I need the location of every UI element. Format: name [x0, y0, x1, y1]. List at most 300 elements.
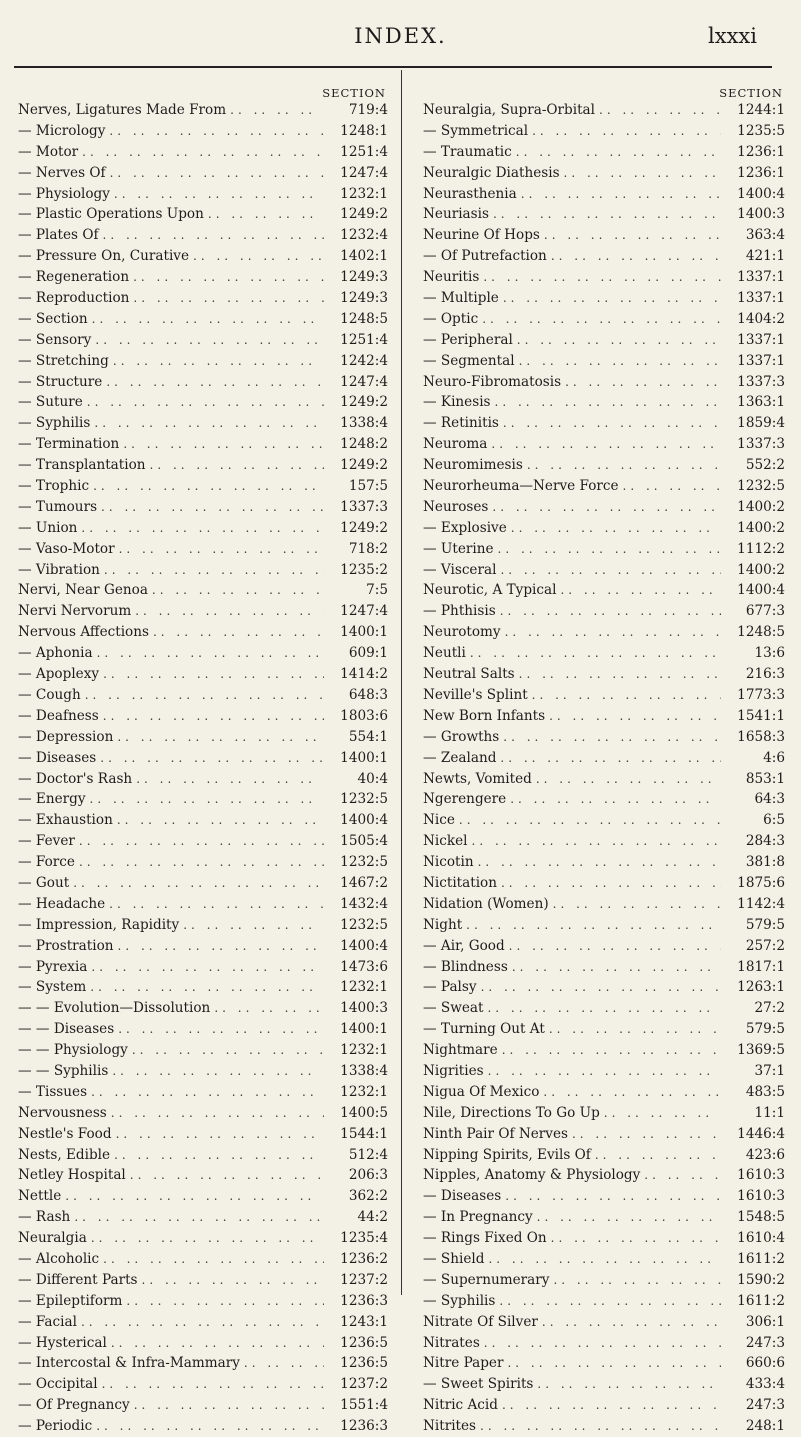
entry-term: Nestle's Food	[18, 1125, 112, 1142]
leader-dots	[508, 957, 721, 978]
leader-dots	[114, 1019, 324, 1040]
leader-dots	[545, 1019, 721, 1040]
entry-section-ref: 1244:1	[737, 102, 785, 118]
left-entry-list	[18, 100, 388, 1437]
entry-term: — Sweat	[423, 1000, 484, 1017]
leader-dots	[77, 518, 324, 539]
leader-dots	[496, 560, 721, 581]
entry-term: — Epileptiform	[18, 1292, 123, 1309]
entry-term: Netley Hospital	[18, 1167, 126, 1184]
leader-dots	[89, 476, 324, 497]
index-entry	[18, 977, 388, 998]
entry-section-ref: 1400:1	[340, 624, 388, 641]
entry-section-ref: 1369:5	[737, 1042, 785, 1059]
entry-term: Ngerengere	[423, 791, 507, 808]
leader-dots	[108, 1061, 324, 1082]
entry-term: — Pressure On, Curative	[18, 248, 190, 265]
leader-dots	[119, 434, 324, 455]
entry-term: Nervousness	[18, 1104, 107, 1121]
leader-dots	[491, 392, 721, 413]
leader-dots	[105, 121, 324, 142]
index-entry	[423, 1019, 785, 1040]
index-entry	[423, 539, 785, 560]
entry-section-ref: 483:5	[745, 1083, 785, 1100]
leader-dots	[515, 664, 721, 685]
entry-term: — Supernumerary	[423, 1271, 550, 1288]
index-entry	[18, 1312, 388, 1333]
entry-section-ref: 257:2	[745, 937, 785, 954]
leader-dots	[226, 100, 324, 121]
index-entry	[18, 1374, 388, 1395]
entry-section-ref: 64:3	[754, 791, 785, 808]
index-entry	[18, 852, 388, 873]
entry-section-ref: 1590:2	[737, 1271, 785, 1288]
leader-dots	[513, 330, 721, 351]
index-entry	[18, 225, 388, 246]
entry-term: — Intercostal & Infra-Mammary	[18, 1355, 240, 1372]
index-entry	[18, 1019, 388, 1040]
index-entry	[18, 518, 388, 539]
entry-section-ref: 1337:1	[737, 290, 785, 307]
index-entry	[423, 1291, 785, 1312]
leader-dots	[102, 372, 324, 393]
index-entry	[18, 748, 388, 769]
leader-dots	[75, 852, 324, 873]
entry-term: — Physiology	[18, 185, 110, 202]
entry-section-ref: 1773:3	[737, 686, 785, 703]
leader-dots	[204, 204, 324, 225]
entry-term: Nickel	[423, 833, 468, 850]
entry-section-ref: 1236:5	[340, 1355, 388, 1372]
entry-section-ref: 11:1	[754, 1104, 785, 1121]
entry-term: — Retinitis	[423, 415, 499, 432]
leader-dots	[479, 267, 721, 288]
entry-term: Nervi Nervorum	[18, 603, 132, 620]
section-label: SECTION	[322, 86, 386, 100]
index-entry	[18, 894, 388, 915]
entry-term: — Energy	[18, 791, 86, 808]
index-entry	[423, 1312, 785, 1333]
leader-dots	[91, 330, 324, 351]
leader-dots	[477, 977, 721, 998]
leader-dots	[88, 309, 324, 330]
entry-term: New Born Infants	[423, 707, 546, 724]
entry-section-ref: 1338:4	[340, 415, 388, 432]
entry-section-ref: 40:4	[357, 770, 388, 787]
index-entry	[423, 810, 785, 831]
index-entry	[18, 1124, 388, 1145]
entry-term: — Vibration	[18, 561, 100, 578]
entry-section-ref: 1337:1	[737, 352, 785, 369]
entry-term: Nigua Of Mexico	[423, 1083, 540, 1100]
index-entry	[423, 100, 785, 121]
entry-section-ref: 648:3	[348, 686, 388, 703]
index-entry	[18, 1040, 388, 1061]
leader-dots	[78, 142, 324, 163]
index-entry	[423, 518, 785, 539]
leader-dots	[70, 1207, 324, 1228]
index-entry	[18, 1291, 388, 1312]
entry-term: — Sensory	[18, 331, 92, 348]
index-entry	[423, 455, 785, 476]
entry-term: — Multiple	[423, 290, 499, 307]
index-entry	[18, 601, 388, 622]
index-entry	[18, 1228, 388, 1249]
index-entry	[18, 455, 388, 476]
entry-section-ref: 421:1	[745, 248, 785, 265]
entry-section-ref: 1337:3	[340, 498, 388, 515]
entry-section-ref: 1249:2	[340, 394, 388, 411]
entry-term: — — Physiology	[18, 1042, 128, 1059]
entry-term: — Rings Fixed On	[423, 1230, 547, 1247]
entry-section-ref: 433:4	[745, 1376, 785, 1393]
leader-dots	[86, 789, 324, 810]
index-entry	[423, 1165, 785, 1186]
entry-section-ref: 381:8	[745, 854, 785, 871]
entry-section-ref: 1112:2	[737, 540, 785, 557]
index-entry	[423, 1040, 785, 1061]
index-entry	[423, 1207, 785, 1228]
entry-section-ref: 1232:5	[340, 791, 388, 808]
leader-dots	[507, 518, 721, 539]
entry-section-ref: 1236:3	[340, 1418, 388, 1435]
entry-section-ref: 1337:3	[737, 436, 785, 453]
entry-section-ref: 1236:3	[340, 1292, 388, 1309]
entry-term: — Of Pregnancy	[18, 1397, 130, 1414]
leader-dots	[549, 894, 721, 915]
entry-section-ref: 248:1	[745, 1418, 785, 1435]
entry-term: — Explosive	[423, 519, 507, 536]
index-entry	[423, 831, 785, 852]
entry-section-ref: 609:1	[348, 645, 388, 662]
entry-section-ref: 1337:1	[737, 269, 785, 286]
entry-section-ref: 1400:4	[737, 185, 785, 202]
index-entry	[423, 622, 785, 643]
leader-dots	[538, 1312, 721, 1333]
entry-section-ref: 1400:2	[737, 561, 785, 578]
entry-section-ref: 677:3	[745, 603, 785, 620]
index-entry	[423, 1416, 785, 1437]
index-entry	[18, 539, 388, 560]
entry-term: Nigrities	[423, 1062, 484, 1079]
entry-section-ref: 216:3	[745, 666, 785, 683]
entry-term: — Growths	[423, 728, 500, 745]
entry-term: — Optic	[423, 310, 479, 327]
entry-term: — System	[18, 979, 87, 996]
entry-section-ref: 363:4	[745, 227, 785, 244]
index-entry	[423, 1333, 785, 1354]
entry-section-ref: 6:5	[763, 812, 785, 829]
leader-dots	[113, 727, 324, 748]
entry-term: Nitrates	[423, 1334, 480, 1351]
entry-section-ref: 157:5	[348, 478, 388, 495]
leader-dots	[480, 1333, 721, 1354]
entry-term: — Occipital	[18, 1376, 98, 1393]
leader-dots	[478, 309, 721, 330]
leader-dots	[488, 497, 721, 518]
index-entry	[18, 1353, 388, 1374]
entry-section-ref: 1337:3	[737, 373, 785, 390]
entry-term: — Zealand	[423, 749, 497, 766]
index-entry	[423, 852, 785, 873]
entry-section-ref: 1142:4	[737, 895, 785, 912]
entry-section-ref: 1232:4	[340, 227, 388, 244]
leader-dots	[131, 601, 324, 622]
index-entry	[423, 915, 785, 936]
index-entry	[18, 1165, 388, 1186]
entry-section-ref: 1875:6	[737, 874, 785, 891]
entry-term: — Alcoholic	[18, 1250, 100, 1267]
leader-dots	[600, 1103, 721, 1124]
leader-dots	[466, 643, 721, 664]
index-entry	[423, 601, 785, 622]
entry-term: Nests, Edible	[18, 1146, 111, 1163]
entry-term: — Termination	[18, 436, 120, 453]
index-entry	[18, 267, 388, 288]
entry-section-ref: 718:2	[348, 540, 388, 557]
entry-section-ref: 1249:2	[340, 206, 388, 223]
index-entry	[423, 1186, 785, 1207]
leader-dots	[487, 434, 721, 455]
leader-dots	[483, 998, 721, 1019]
entry-term: — Air, Good	[423, 937, 505, 954]
leader-dots	[113, 810, 324, 831]
index-entry	[18, 476, 388, 497]
entry-section-ref: 1232:5	[737, 478, 785, 495]
index-entry	[423, 789, 785, 810]
index-entry	[423, 873, 785, 894]
entry-section-ref: 1338:4	[340, 1062, 388, 1079]
index-entry	[423, 685, 785, 706]
entry-term: — Fever	[18, 833, 75, 850]
entry-section-ref: 1611:2	[737, 1250, 785, 1267]
entry-section-ref: 1610:3	[737, 1188, 785, 1205]
leader-dots	[532, 769, 721, 790]
entry-section-ref: 1236:1	[737, 143, 785, 160]
entry-term: Neurotomy	[423, 624, 501, 641]
entry-section-ref: 1248:1	[340, 122, 388, 139]
entry-section-ref: 362:2	[348, 1188, 388, 1205]
leader-dots	[99, 706, 324, 727]
entry-section-ref: 1473:6	[340, 958, 388, 975]
index-entry	[423, 936, 785, 957]
leader-dots	[96, 748, 324, 769]
leader-dots	[106, 163, 324, 184]
index-entry	[423, 894, 785, 915]
entry-section-ref: 1541:1	[737, 707, 785, 724]
entry-section-ref: 1235:2	[340, 561, 388, 578]
leader-dots	[93, 643, 324, 664]
index-entry	[18, 1186, 388, 1207]
leader-dots	[640, 1165, 721, 1186]
leader-dots	[97, 497, 324, 518]
entry-term: Nerves, Ligatures Made From	[18, 102, 227, 118]
entry-term: — Apoplexy	[18, 666, 100, 683]
entry-section-ref: 1548:5	[737, 1209, 785, 1226]
index-entry	[423, 1061, 785, 1082]
leader-dots	[515, 351, 721, 372]
leader-dots	[489, 204, 721, 225]
leader-dots	[495, 1291, 721, 1312]
leader-dots	[547, 1228, 721, 1249]
entry-section-ref: 1551:4	[340, 1397, 388, 1414]
index-entry	[423, 246, 785, 267]
entry-section-ref: 247:3	[745, 1334, 785, 1351]
entry-term: — Turning Out At	[423, 1021, 545, 1038]
entry-term: — Aphonia	[18, 645, 93, 662]
entry-term: — Plates Of	[18, 227, 99, 244]
entry-term: — Regeneration	[18, 269, 130, 286]
index-entry	[423, 1270, 785, 1291]
index-entry	[423, 351, 785, 372]
leader-dots	[109, 351, 324, 372]
entry-term: — Trophic	[18, 478, 90, 495]
entry-section-ref: 37:1	[754, 1062, 785, 1079]
entry-section-ref: 1446:4	[737, 1125, 785, 1142]
leader-dots	[112, 1124, 324, 1145]
left-index-column	[18, 86, 388, 1437]
entry-section-ref: 1400:4	[340, 812, 388, 829]
entry-term: Nitrate Of Silver	[423, 1313, 538, 1330]
entry-section-ref: 1232:1	[340, 185, 388, 202]
entry-term: Nitric Acid	[423, 1397, 498, 1414]
leader-dots	[130, 1395, 324, 1416]
index-entry	[18, 1082, 388, 1103]
leader-dots	[512, 142, 721, 163]
entry-section-ref: 1400:3	[340, 1000, 388, 1017]
leader-dots	[484, 1249, 721, 1270]
entry-term: — Diseases	[423, 1188, 502, 1205]
entry-term: — Traumatic	[423, 143, 512, 160]
entry-term: — Stretching	[18, 352, 109, 369]
leader-dots	[517, 184, 721, 205]
entry-term: — Transplantation	[18, 457, 146, 474]
index-entry	[18, 163, 388, 184]
index-entry	[423, 372, 785, 393]
entry-section-ref: 1236:2	[340, 1250, 388, 1267]
entry-term: Nipples, Anatomy & Physiology	[423, 1167, 641, 1184]
entry-section-ref: 1610:4	[737, 1230, 785, 1247]
entry-term: Neuralgia, Supra-Orbital	[423, 102, 596, 118]
leader-dots	[498, 1040, 721, 1061]
leader-dots	[90, 413, 324, 434]
entry-term: — Palsy	[423, 979, 477, 996]
entry-term: — Kinesis	[423, 394, 491, 411]
index-entry	[423, 184, 785, 205]
entry-term: Neurorheuma—Nerve Force	[423, 478, 619, 495]
entry-term: Neuromimesis	[423, 457, 523, 474]
entry-section-ref: 512:4	[348, 1146, 388, 1163]
section-label: SECTION	[719, 86, 783, 100]
index-entry	[423, 121, 785, 142]
index-entry	[18, 664, 388, 685]
leader-dots	[539, 1082, 721, 1103]
entry-section-ref: 853:1	[745, 770, 785, 787]
entry-section-ref: 1237:2	[340, 1271, 388, 1288]
index-entry	[423, 434, 785, 455]
entry-section-ref: 1249:2	[340, 519, 388, 536]
entry-term: — — Diseases	[18, 1021, 115, 1038]
leader-dots	[129, 288, 324, 309]
entry-section-ref: 7:5	[366, 582, 388, 599]
index-entry	[423, 1353, 785, 1374]
index-entry	[18, 643, 388, 664]
entry-term: — Visceral	[423, 561, 497, 578]
leader-dots	[476, 1416, 721, 1437]
entry-section-ref: 1400:1	[340, 1021, 388, 1038]
index-entry	[18, 1207, 388, 1228]
entry-term: Nitrites	[423, 1418, 477, 1435]
index-entry	[423, 998, 785, 1019]
header-rule	[14, 66, 772, 68]
page-header	[0, 18, 801, 58]
index-entry	[18, 1061, 388, 1082]
entry-section-ref: 1505:4	[340, 833, 388, 850]
index-entry	[423, 1249, 785, 1270]
leader-dots	[595, 100, 721, 121]
index-entry	[18, 392, 388, 413]
entry-section-ref: 1251:4	[340, 143, 388, 160]
entry-term: Neurine Of Hops	[423, 227, 540, 244]
leader-dots	[179, 915, 324, 936]
leader-dots	[99, 225, 325, 246]
entry-section-ref: 579:5	[745, 1021, 785, 1038]
entry-term: — Suture	[18, 394, 83, 411]
entry-term: — Exhaustion	[18, 812, 113, 829]
index-entry	[18, 309, 388, 330]
index-entry	[423, 706, 785, 727]
index-entry	[18, 1270, 388, 1291]
entry-term: Neuritis	[423, 269, 480, 286]
index-entry	[423, 330, 785, 351]
index-entry	[18, 246, 388, 267]
entry-term: — Motor	[18, 143, 79, 160]
index-entry	[18, 936, 388, 957]
entry-term: Neurotic, A Typical	[423, 582, 557, 599]
entry-section-ref: 1232:1	[340, 1083, 388, 1100]
leader-dots	[547, 246, 721, 267]
right-entry-list	[423, 100, 785, 1437]
index-entry	[18, 789, 388, 810]
entry-section-ref: 1232:5	[340, 854, 388, 871]
leader-dots	[494, 539, 721, 560]
entry-term: — Rash	[18, 1209, 71, 1226]
leader-dots	[501, 622, 721, 643]
index-entry	[18, 873, 388, 894]
entry-section-ref: 1249:3	[340, 269, 388, 286]
entry-term: — Micrology	[18, 122, 106, 139]
index-entry	[423, 288, 785, 309]
entry-term: — Diseases	[18, 749, 97, 766]
index-entry	[423, 664, 785, 685]
leader-dots	[455, 810, 721, 831]
index-entry	[18, 184, 388, 205]
leader-dots	[210, 998, 324, 1019]
entry-term: — Tumours	[18, 498, 98, 515]
page-title: INDEX.	[354, 24, 447, 48]
entry-term: Nidation (Women)	[423, 895, 549, 912]
entry-term: — — Syphilis	[18, 1062, 109, 1079]
entry-term: Nicotin	[423, 854, 474, 871]
entry-term: — Plastic Operations Upon	[18, 206, 204, 223]
leader-dots	[110, 184, 324, 205]
entry-section-ref: 1400:4	[340, 937, 388, 954]
entry-term: Nice	[423, 812, 455, 829]
leader-dots	[146, 455, 324, 476]
index-entry	[18, 998, 388, 1019]
entry-section-ref: 1243:1	[340, 1313, 388, 1330]
leader-dots	[503, 1353, 721, 1374]
